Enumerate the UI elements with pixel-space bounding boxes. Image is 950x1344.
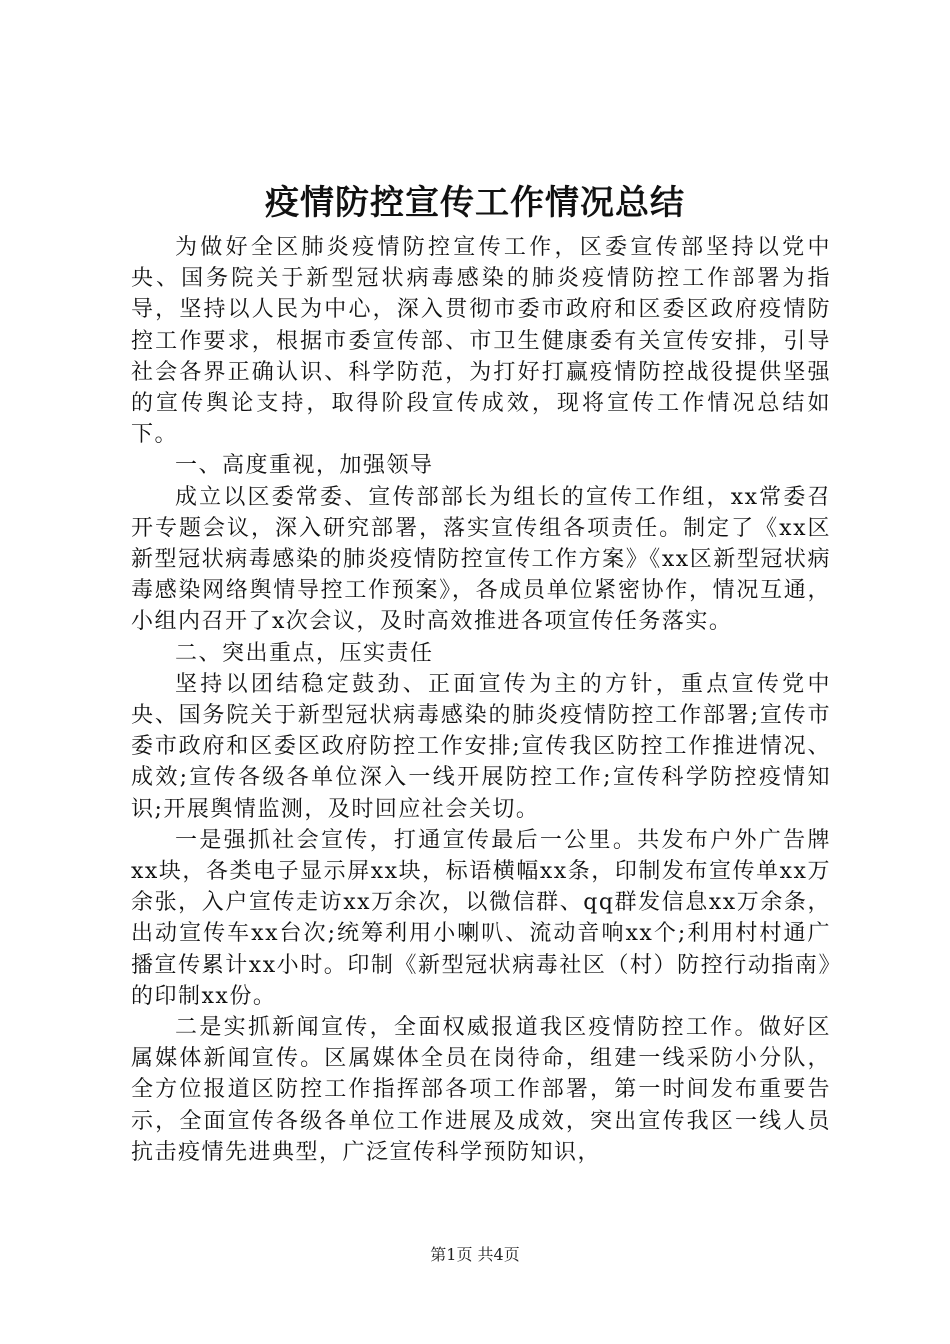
document-title: 疫情防控宣传工作情况总结 <box>265 183 685 223</box>
paragraph-focus: 坚持以团结稳定鼓劲、正面宣传为主的方针，重点宣传党中央、国务院关于新型冠状病毒感染的肺炎疫情防控工作部署;宣传市委市政府和区委区政府防控工作安排;宣传我区防控工作推进情况、成效;宣传各级各单位深入一线开展防控工作;宣传科学防控疫情知识;开展舆情监测，及时回应社会关切。 <box>131 671 831 822</box>
section-heading-2: 二、突出重点，压实责任 <box>175 640 434 666</box>
section-heading-1: 一、高度重视，加强领导 <box>175 453 434 479</box>
paragraph-leadership: 成立以区委常委、宣传部部长为组长的宣传工作组，xx常委召开专题会议，深入研究部署，落实宣传组各项责任。制定了《xx区新型冠状病毒感染的肺炎疫情防控宣传工作方案》《xx区新型冠状病毒感染网络舆情导控工作预案》，各成员单位紧密协作，情况互通，小组内召开了x次会议，及时高效推进各项宣传任务落实。 <box>131 484 831 635</box>
page-footer: 第1页 共4页 <box>430 1245 520 1264</box>
paragraph-social-publicity: 一是强抓社会宣传，打通宣传最后一公里。共发布户外广告牌xx块，各类电子显示屏xx块，标语横幅xx条，印制发布宣传单xx万余张，入户宣传走访xx万余次，以微信群、qq群发信息xx万余条，出动宣传车xx台次;统筹利用小喇叭、流动音响xx个;利用村村通广播宣传累计xx小时。印制《新型冠状病毒社区（村）防控行动指南》的印制xx份。 <box>131 827 831 1009</box>
paragraph-intro: 为做好全区肺炎疫情防控宣传工作，区委宣传部坚持以党中央、国务院关于新型冠状病毒感染的肺炎疫情防控工作部署为指导，坚持以人民为中心，深入贯彻市委市政府和区委区政府疫情防控工作要求，根据市委宣传部、市卫生健康委有关宣传安排，引导社会各界正确认识、科学防范，为打好打赢疫情防控战役提供坚强的宣传舆论支持，取得阶段宣传成效，现将宣传工作情况总结如下。 <box>131 235 831 448</box>
document-body <box>131 232 831 1168</box>
paragraph-news-publicity: 二是实抓新闻宣传，全面权威报道我区疫情防控工作。做好区属媒体新闻宣传。区属媒体全员在岗待命，组建一线采防小分队，全方位报道区防控工作指挥部各项工作部署，第一时间发布重要告示，全面宣传各级各单位工作进展及成效，突出宣传我区一线人员抗击疫情先进典型，广泛宣传科学预防知识， <box>131 1015 831 1165</box>
